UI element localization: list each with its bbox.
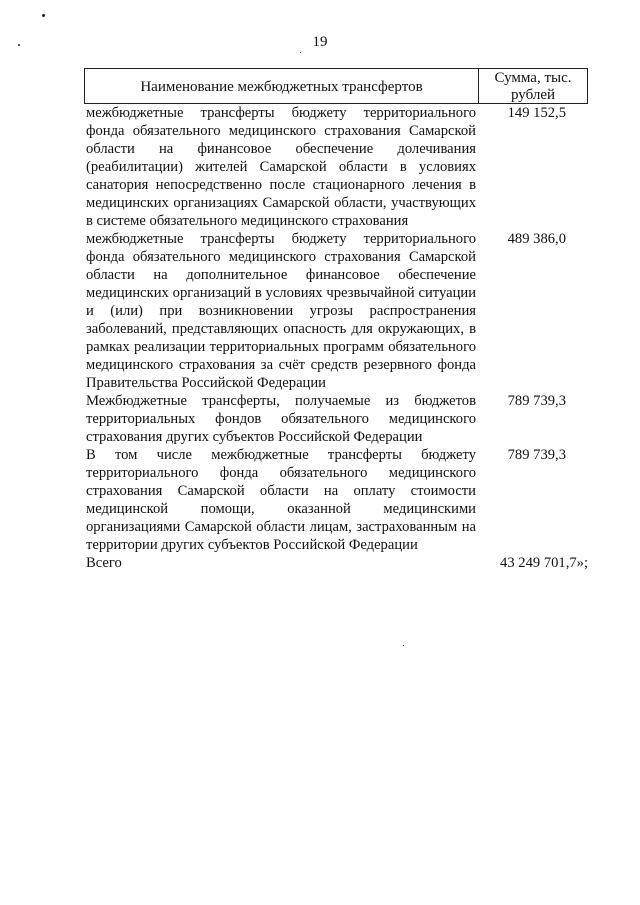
row-name: межбюджетные трансферты бюджету территориального фонда обязательного медицинского страхования Самарской области на дополнительное финансовое обеспечение медицинских организаций в условиях чрезвычайной ситуации и (или) при возникновении угрозы распространения заболеваний, представляющих опасность для окружающих, в рамках реализации территориальных программ обязательного медицинского страхования за счёт средств резервного фонда Правительства Российской Федерации xyxy=(86,231,476,391)
table-row xyxy=(84,230,588,392)
row-sum: 43 249 701,7»; xyxy=(500,555,588,571)
page-number: 19 xyxy=(312,34,328,50)
header-sum-line2: рублей xyxy=(510,87,556,103)
table-row xyxy=(84,446,588,554)
row-name: Межбюджетные трансферты, получаемые из бюджетов территориальных фондов обязательного медицинского страхования других субъектов Российской Федерации xyxy=(86,393,476,445)
table-row-total xyxy=(84,554,588,572)
row-sum: 789 739,3 xyxy=(507,447,566,463)
row-sum: 789 739,3 xyxy=(507,393,566,409)
transfers-table xyxy=(84,68,588,572)
row-name: В том числе межбюджетные трансферты бюджету территориального фонда обязательного медицинского страхования Самарской области на оплату стоимости медицинской помощи, оказанной медицинскими организациями Самарской области лицам, застрахованным на территории других субъектов Российской Федерации xyxy=(86,447,476,553)
scan-speck xyxy=(42,14,45,17)
header-name: Наименование межбюджетных трансфертов xyxy=(85,69,479,103)
header-sum-line1: Сумма, тыс. xyxy=(494,70,572,86)
scan-speck xyxy=(300,52,301,53)
row-sum: 489 386,0 xyxy=(507,231,566,247)
table-row xyxy=(84,104,588,230)
table-header xyxy=(84,68,588,104)
row-name: межбюджетные трансферты бюджету территориального фонда обязательного медицинского страхования Самарской области на финансовое обеспечение долечивания (реабилитации) жителей Самарской области в условиях санатория непосредственно после стационарного лечения в медицинских организациях Самарской области, участвующих в системе обязательного медицинского страхования xyxy=(86,105,476,229)
row-sum: 149 152,5 xyxy=(507,105,566,121)
table-row xyxy=(84,392,588,446)
row-name: Всего xyxy=(86,555,122,571)
header-sum xyxy=(479,69,587,103)
scan-speck xyxy=(403,645,404,646)
